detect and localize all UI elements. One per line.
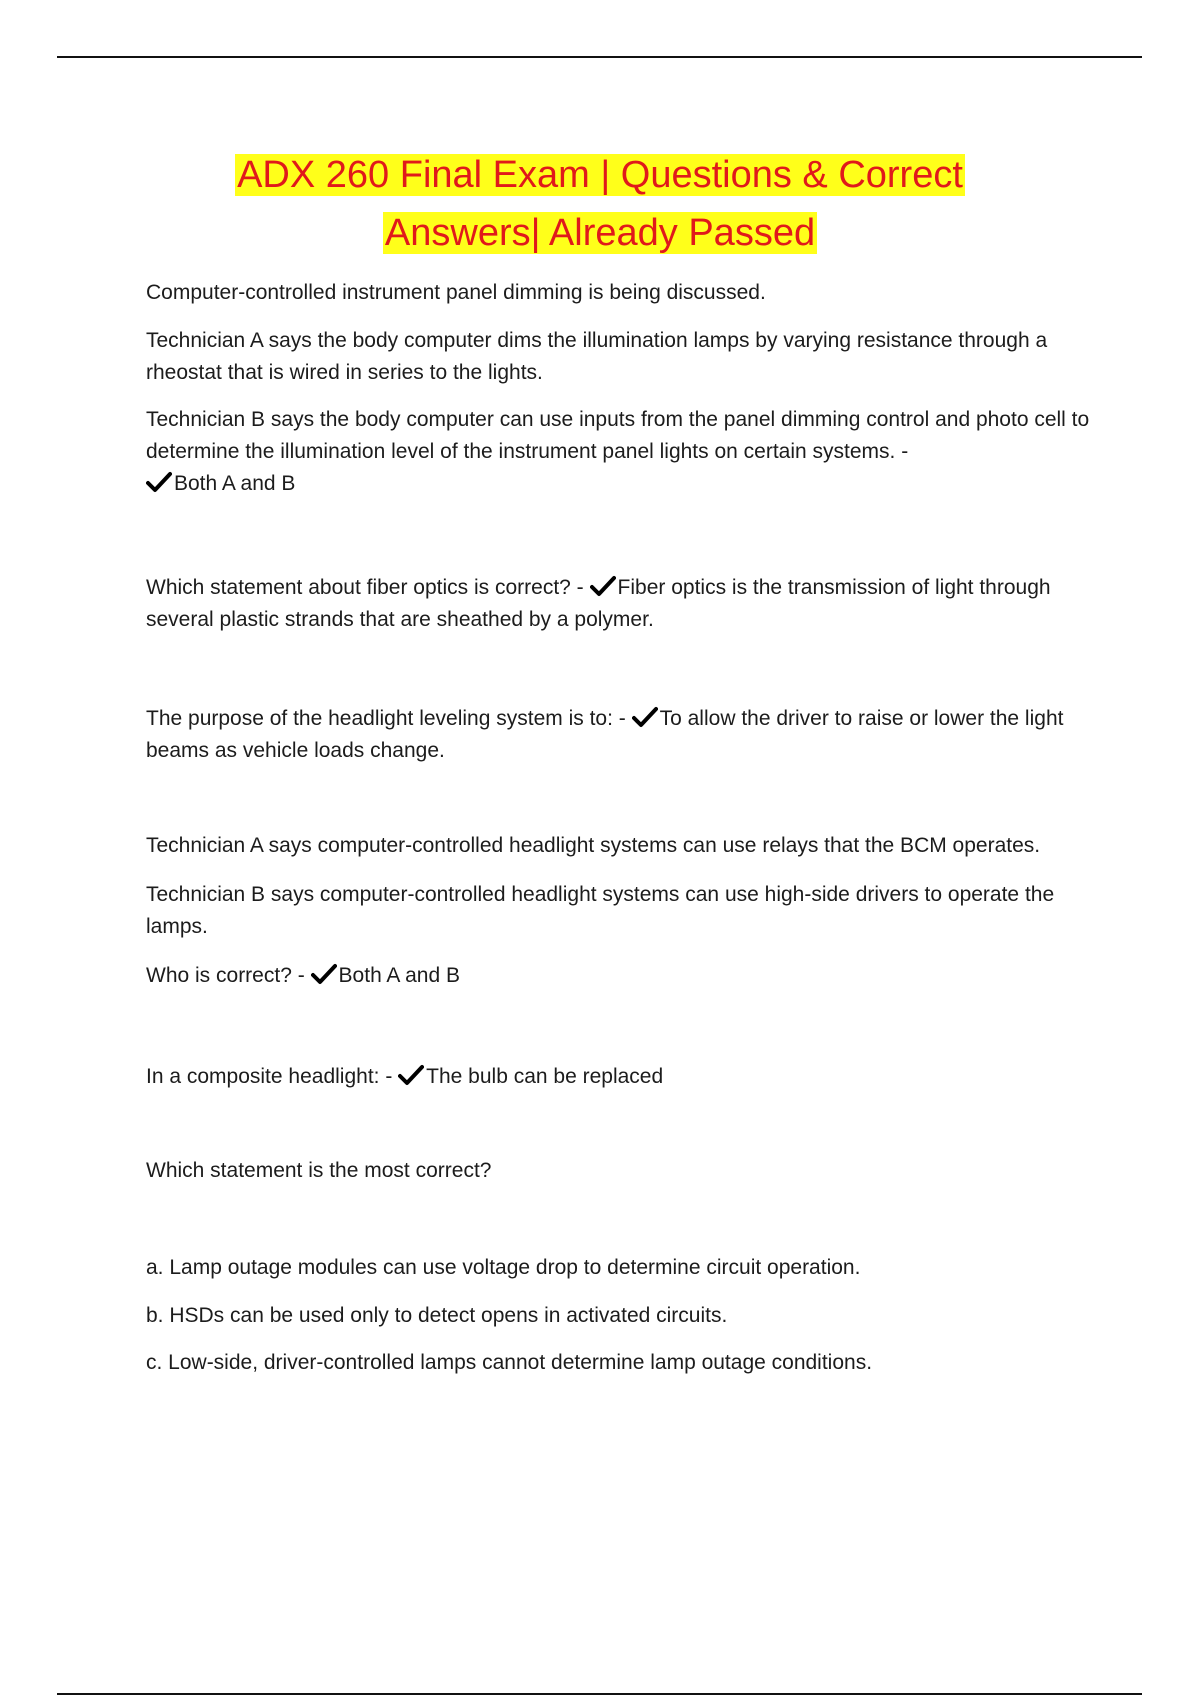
check-icon — [590, 575, 616, 597]
q5-answer: The bulb can be replaced — [426, 1065, 664, 1088]
q1-intro: Computer-controlled instrument panel dimming is being discussed. — [146, 281, 766, 304]
q1-technician-b — [146, 404, 1092, 500]
check-icon — [632, 706, 658, 728]
q6-option-c: c. Low-side, driver-controlled lamps cannot determine lamp outage conditions. — [146, 1351, 873, 1374]
title-line-1: ADX 260 Final Exam | Questions & Correct — [237, 154, 963, 196]
q4-answer: Both A and B — [338, 964, 460, 987]
q4-question: Who is correct? - — [146, 964, 305, 987]
q3-block — [146, 703, 1092, 767]
q2-block — [146, 572, 1092, 636]
q2-answer: Fiber optics is the transmission of light through several plastic strands that are sheathed by a polymer. — [146, 576, 1051, 631]
q3-answer: To allow the driver to raise or lower the light beams as vehicle loads change. — [146, 707, 1064, 762]
q4-block — [146, 960, 1092, 992]
check-icon — [398, 1064, 424, 1086]
q1-answer: Both A and B — [174, 472, 296, 495]
q1-technician-a: Technician A says the body computer dims the illumination lamps by varying resistance through a rheostat that is wired in series to the lights. — [146, 329, 1048, 384]
q2-question: Which statement about fiber optics is correct? - — [146, 576, 584, 599]
check-icon — [146, 471, 172, 493]
q6-question: Which statement is the most correct? — [146, 1159, 492, 1182]
check-icon — [311, 963, 337, 985]
q3-question: The purpose of the headlight leveling system is to: - — [146, 707, 626, 730]
bottom-rule — [57, 1693, 1142, 1695]
title-line-2: Answers| Already Passed — [384, 212, 816, 254]
q5-question: In a composite headlight: - — [146, 1065, 393, 1088]
q1-technician-b-text: Technician B says the body computer can use inputs from the panel dimming control and photo cell to determine the illumination level of the instrument panel lights on certain systems. - — [146, 408, 1090, 463]
q6-option-a: a. Lamp outage modules can use voltage drop to determine circuit operation. — [146, 1256, 861, 1279]
q5-block — [146, 1061, 1092, 1093]
top-rule — [57, 56, 1142, 58]
q4-technician-a: Technician A says computer-controlled headlight systems can use relays that the BCM operates. — [146, 834, 1041, 857]
page-title — [0, 146, 1200, 262]
q6-option-b: b. HSDs can be used only to detect opens in activated circuits. — [146, 1304, 728, 1327]
q4-technician-b: Technician B says computer-controlled headlight systems can use high-side drivers to operate the lamps. — [146, 883, 1055, 938]
